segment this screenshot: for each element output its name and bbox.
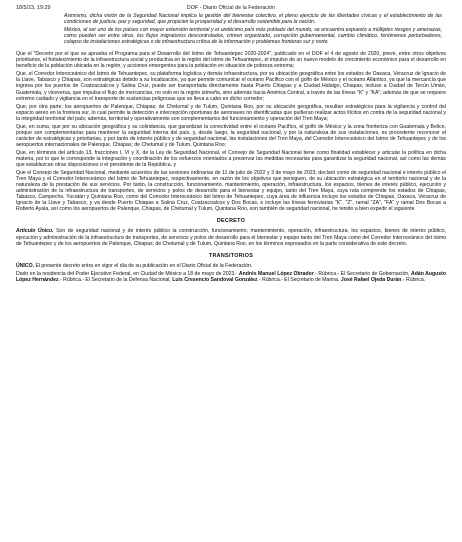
firma-name: Adán Augusto López Hernández	[16, 270, 446, 283]
firma-text: .- Rúbrica.- El Secretario de Gobernación,	[313, 270, 412, 277]
page-header	[16, 5, 446, 13]
considerando-paragraph: Que, el Corredor Interoceánico del Istmo de Tehuantepec, su plataforma logística y demás infraestructura, por su ubicación geográfica entre los estados de Oaxaca, Veracruz de Ignacio de la Llave, Tabasco y Chiapas, son estratégicas debido a su localización, ya que permite comunicar el océano Pacífico con el golfo de México y el océano Atlántico, ya que la mercancía que ingresa por los puertos de Coatzacoalcos y Salina Cruz, puede ser transportada directamente hasta Puerto Chiapas y a Ciudad Hidalgo, Chiapas, incluso a Ciudad de Tecún Umán, Guatemala, y viceversa, que impulsa el flujo de mercancías, no solo en la región istmeña, sino además hacia América Central, a través de las líneas "K" y "KA"; además de que se requiere extremo cuidado y vigilancia en el transporte de sustancias peligrosas que se lleva a cabo en dicho corredor;	[16, 71, 446, 102]
firma-text: .- Rúbrica.- El Secretario de la Defensa Nacional,	[58, 276, 173, 283]
document-body	[16, 13, 446, 283]
firma-text: .- Rúbrica.	[401, 276, 426, 283]
firma-text: Dado en la residencia del Poder Ejecutivo Federal, en Ciudad de México a 18 de mayo de 2023.-	[16, 270, 239, 277]
considerando-paragraph: Que, por otra parte, los aeropuertos de Palenque, Chiapas; de Chetumal y de Tulum, Quintana Roo, por su ubicación geográfica, resultan estratégicos para la vigilancia y control del espacio aéreo en la frontera sur, lo cual permite la detección e intercepción oportunas de aeronaves no identificadas que pudieran realizar actos ilícitos en contra de la seguridad nacional y la integridad territorial del país; además, territorial y operativamente son complementarios del funcionamiento y operación del Tren Maya;	[16, 103, 446, 122]
quote-paragraph: Asimismo, dicha visión de la Seguridad Nacional implica la gestión del bienestar colectivo, el pleno ejercicio de las libertades cívicas y el establecimiento de las condiciones de justicia, paz y seguridad, que propicien la prosperidad y el desarrollo sostenible para la nación.	[64, 13, 442, 26]
unico-text: El presente decreto entra en vigor el día de su publicación en el Diario Oficial de la Federación.	[35, 262, 253, 269]
firma-name: Andrés Manuel López Obrador	[238, 270, 314, 277]
articulo-text: Son de seguridad nacional y de interés público la construcción, funcionamiento, mantenimiento, operación, infraestructura, los espacios, bienes de interés público, ejecución y administración de la infraestructura de transportes, de servicios y polos de desarrollo para el bienestar y equipo tanto del Tren Maya como del Corredor Interoceánico del Istmo de Tehuantepec y de los aeropuertos de Palenque, Chiapas; de Chetumal y de Tulum, Quintana Roo, en los términos expresados en la parte considerativa de este decreto.	[16, 228, 447, 247]
firma-text: .- Rúbrica.- El Secretario de Marina,	[257, 276, 341, 283]
header-datetime: 18/5/23, 19:29	[16, 5, 51, 11]
articulo-lead: Artículo Único.	[16, 228, 54, 235]
firma-name: Luis Cresencio Sandoval González	[172, 276, 258, 283]
articulo-unico	[16, 228, 446, 246]
quoted-block	[16, 13, 446, 45]
transitorios-heading: TRANSITORIOS	[208, 252, 254, 259]
considerando-paragraph: Que, en términos del artículo 13, fracciones I, VI y X, de la Ley de Seguridad Nacional, el Consejo de Seguridad Nacional tiene como finalidad establecer y articular la política en dicha materia, por lo que le corresponde la integración y coordinación de los esfuerzos orientados a preservar las medidas necesarias para garantizar la seguridad nacional, así como las demás que establezcan otras disposiciones o el presidente de la República, y	[16, 149, 446, 169]
considerando-paragraph: Que el Consejo de Seguridad Nacional, mediante acuerdos de las sesiones ordinarias de 11 de julio de 2022 y 3 de mayo de 2023, declaró como de seguridad nacional e interés público el Tren Maya y el Corredor Interoceánico del Istmo de Tehuantepec, respectivamente, en razón de los objetivos que persiguen, de su ubicación estratégica en el territorio nacional y de la naturaleza de la prestación de sus servicios. Por tanto, la construcción, funcionamiento, mantenimiento, operación, infraestructura, los espacios, bienes de interés público, ejecución y administración de la infraestructura de transportes, de servicios y polos de desarrollo para el bienestar y equipo, tanto del Tren Maya, cuya ruta comprende los estados de Chiapas, Tabasco, Campeche, Yucatán y Quintana Roo, como del Corredor Interoceánico del Istmo de Tehuantepec, cuya área de influencia incluye los estados de Chiapas, Oaxaca, Veracruz de Ignacio de la Llave y Tabasco, y va desde Puerto Chiapas a Salina Cruz, Coatzacoalcos y Dos Bocas, e incluye las líneas ferroviarias "K", "Z", ramal "ZA", "FA" y ramal Dos Bocas a Roberto Ayala, así como los aeropuertos de Palenque, Chiapas, de Chetumal y Tulum, Quintana Roo, son también de seguridad nacional, he tenido a bien expedir el siguiente	[16, 170, 446, 213]
considerando-paragraph: Que el "Decreto por el que se aprueba el Programa para el Desarrollo del Istmo de Tehuantepec 2020-2024", publicado en el DOF el 4 de agosto de 2020, prevé, entre otros objetivos prioritarios, el fortalecimiento de la infraestructura social y productiva en la región del istmo de Tehuantepec, el impulso de un nuevo modelo de crecimiento económico para el desarrollo en beneficio de la población ubicada en la región, y acciones emergentes para la población en situación de pobreza extrema;	[16, 51, 446, 70]
considerando-paragraph: Que, en suma, que por su ubicación geográfica y su colindancia, que garantizan la conectividad entre el océano Pacífico, el golfo de México y la zona fronteriza con Guatemala y Belice, porque son complementarias para mantener la seguridad interna del país, y, desde luego, la seguridad nacional, y por la naturaleza de sus instalaciones, es procedente reconocer el carácter de estratégicas y prioritarias, y por tanto de interés público y de seguridad nacional, las instalaciones del Tren Maya, del Corredor Interoceánico del Istmo de Tehuantepec y de los aeropuertos internacionales de Palenque, Chiapas; de Chetumal y de Tulum, Quintana Roo;	[16, 123, 446, 148]
unico-lead: ÚNICO.	[16, 262, 34, 269]
signature-block	[16, 271, 446, 283]
quote-paragraph: México, al ser uno de los países con mayor extensión territorial y el undécimo país más poblado del mundo, se encuentra expuesto a múltiples riesgos y amenazas, como pueden ser entre otros, los flujos migratorios descontrolados, crimen organizado, corrupción gubernamental, cambio climático, fenómenos perturbadores, colapso de instalaciones estratégicas o de infraestructura crítica de la información y problemas fronteras sur y norte.	[64, 27, 442, 46]
decreto-heading: DECRETO	[216, 218, 246, 225]
transitorio-unico	[16, 263, 446, 269]
firma-name: José Rafael Ojeda Durán	[340, 276, 402, 283]
header-source: DOF - Diario Oficial de la Federación	[186, 5, 276, 11]
